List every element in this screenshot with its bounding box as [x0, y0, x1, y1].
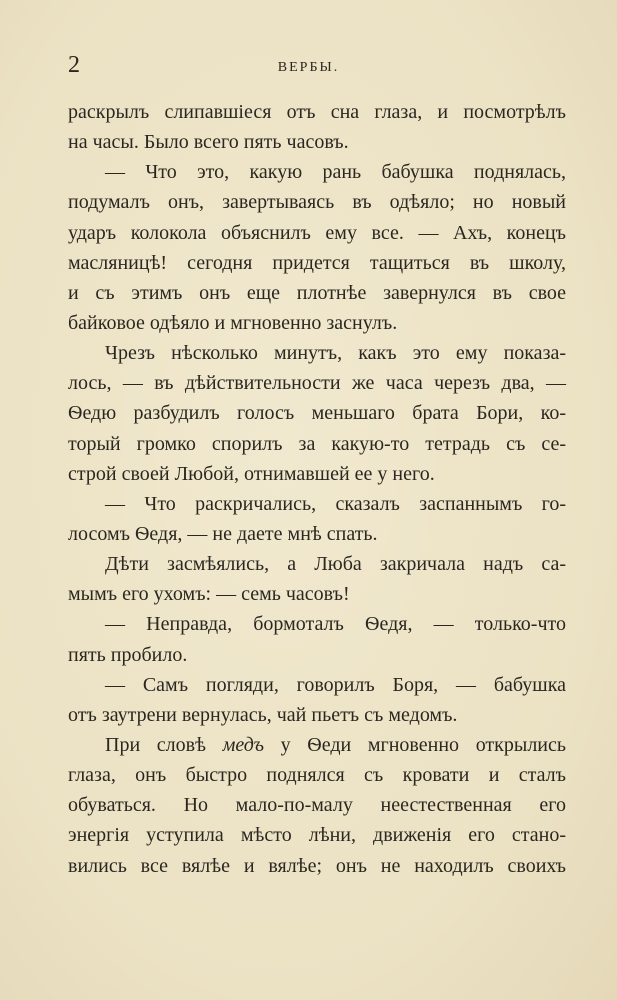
running-head: ВЕРБЫ.: [277, 60, 340, 75]
text-line: Дѣти засмѣялись, а Люба закричала надъ са-: [105, 553, 566, 576]
italic-word: медъ: [222, 733, 264, 756]
text-line: Ѳедю разбудилъ голосъ меньшаго брата Бори, ко-: [68, 402, 566, 425]
text-line: — Что это, какую рань бабушка поднялась,: [105, 161, 566, 184]
text-line: лосомъ Ѳедя, — не даете мнѣ спать.: [68, 522, 378, 545]
text-line: строй своей Любой, отнимавшей ее у него.: [68, 462, 435, 485]
text-line: — Неправда, бормоталъ Ѳедя, — только-что: [105, 613, 566, 636]
text-line: [68, 730, 566, 760]
text-line: обуваться. Но мало-по-малу неестественная его: [68, 794, 566, 817]
page-number: 2: [68, 52, 80, 78]
text-line: пять пробило.: [68, 643, 188, 666]
text-line: отъ заутрени вернулась, чай пьетъ съ медомъ.: [68, 703, 458, 726]
text-line: энергія уступила мѣсто лѣни, движенія его стано-: [68, 824, 566, 847]
text-line: байковое одѣяло и мгновенно заснулъ.: [68, 311, 398, 334]
text-line: — Что раскричались, сказалъ заспаннымъ го-: [105, 492, 566, 515]
text-line: мымъ его ухомъ: — семь часовъ!: [68, 583, 350, 606]
text-line: раскрылъ слипавшіеся отъ сна глаза, и посмотрѣлъ: [68, 101, 566, 123]
text-line: лось, — въ дѣйствительности же часа черезъ два, —: [68, 372, 566, 395]
text-run: у Ѳеди мгновенно открылись: [264, 733, 567, 756]
text-line: торый громко спорилъ за какую-то тетрадь съ се-: [68, 432, 566, 455]
text-line: на часы. Было всего пять часовъ.: [68, 131, 349, 154]
text-line: Чрезъ нѣсколько минутъ, какъ это ему показа-: [105, 342, 566, 365]
text-line: вились все вялѣе и вялѣе; онъ не находилъ своихъ: [68, 854, 566, 877]
text-line: масляницѣ! сегодня придется тащиться въ школу,: [68, 251, 566, 274]
text-line: ударъ колокола объяснилъ ему все. — Ахъ, конецъ: [68, 221, 566, 244]
text-line: глаза, онъ быстро поднялся съ кровати и сталъ: [68, 764, 566, 787]
text-run: При словѣ: [105, 733, 223, 756]
text-line: — Самъ погляди, говорилъ Боря, — бабушка: [105, 673, 566, 696]
body-text: [68, 97, 566, 881]
text-line: и съ этимъ онъ еще плотнѣе завернулся въ свое: [68, 281, 566, 304]
text-line: подумалъ онъ, завертываясь въ одѣяло; но новый: [68, 191, 566, 214]
